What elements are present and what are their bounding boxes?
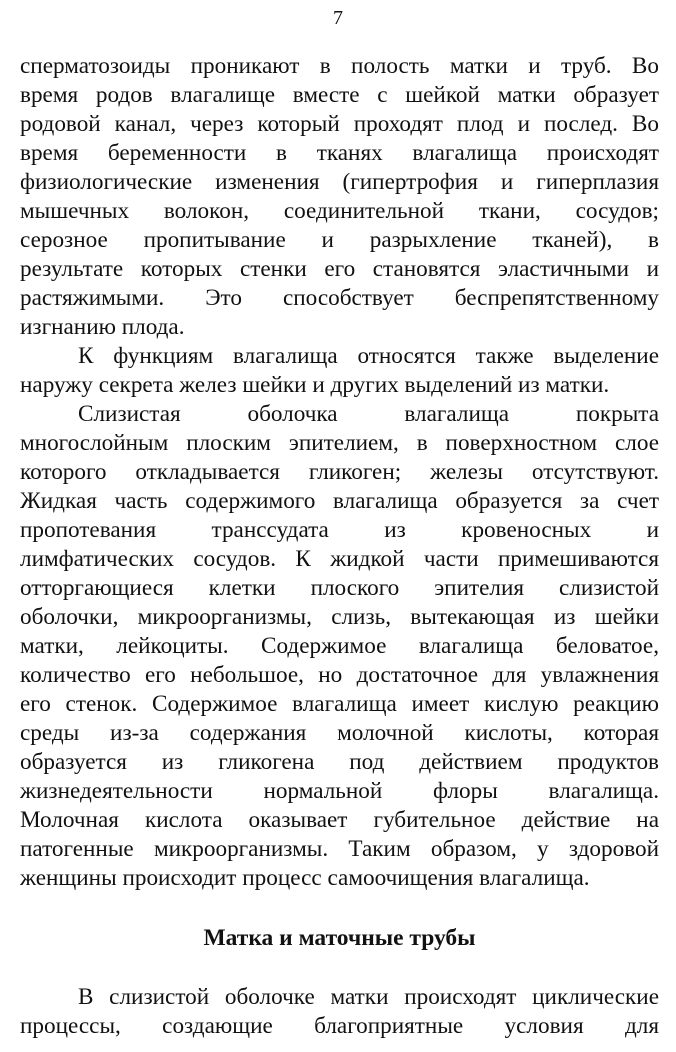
page-text — [20, 52, 659, 1041]
text-line: наружу секрета желез шейки и других выделений из матки. — [20, 372, 610, 398]
text-line: время родов влагалище вместе с шейкой матки образует — [20, 82, 659, 108]
paragraph-3 — [20, 400, 659, 893]
page-number: 7 — [333, 7, 343, 29]
paragraph-1 — [20, 52, 659, 342]
text-line: количество его небольшое, но достаточное для увлажнения — [20, 662, 659, 688]
text-line: серозное пропитывание и разрыхление тканей), в — [20, 227, 659, 253]
section-heading: Матка и маточные трубы — [203, 925, 476, 951]
text-line: процессы, создающие благоприятные условия для — [20, 1013, 659, 1039]
text-line: образуется из гликогена под действием продуктов — [20, 749, 659, 775]
text-line: мышечных волокон, соединительной ткани, сосудов; — [20, 198, 659, 224]
text-line: патогенные микроорганизмы. Таким образом, у здоровой — [20, 836, 659, 862]
text-line: отторгающиеся клетки плоского эпителия слизистой — [20, 575, 659, 601]
text-line: среды из-за содержания молочной кислоты, которая — [20, 720, 659, 746]
text-line: его стенок. Содержимое влагалища имеет кислую реакцию — [20, 691, 659, 717]
text-line: результате которых стенки его становятся эластичными и — [20, 256, 659, 282]
text-line: пропотевания транссудата из кровеносных и — [20, 517, 659, 543]
text-line: родовой канал, через который проходят плод и послед. Во — [20, 111, 659, 137]
text-line: матки, лейкоциты. Содержимое влагалища беловатое, — [20, 633, 659, 659]
text-line: Жидкая часть содержимого влагалища образуется за счет — [20, 488, 659, 514]
text-line: время беременности в тканях влагалища происходят — [20, 140, 659, 166]
spacer — [20, 893, 659, 924]
text-line: которого откладывается гликоген; железы отсутствуют. — [20, 459, 659, 485]
text-line: многослойным плоским эпителием, в поверхностном слое — [20, 430, 659, 456]
text-line: женщины происходит процесс самоочищения влагалища. — [20, 865, 590, 891]
text-line: физиологические изменения (гипертрофия и гиперплазия — [20, 169, 659, 195]
text-line: В слизистой оболочке матки происходят циклические — [78, 984, 659, 1010]
paragraph-2 — [20, 342, 659, 400]
text-line: Слизистая оболочка влагалища покрыта — [78, 401, 659, 427]
spacer — [20, 953, 659, 983]
text-line: растяжимыми. Это способствует беспрепятственному — [20, 285, 659, 311]
text-line: Молочная кислота оказывает губительное действие на — [20, 807, 659, 833]
text-line: сперматозоиды проникают в полость матки и труб. Во — [20, 53, 659, 79]
text-line: жизнедеятельности нормальной флоры влагалища. — [20, 778, 659, 804]
text-line: К функциям влагалища относятся также выделение — [78, 343, 659, 369]
text-line: оболочки, микроорганизмы, слизь, вытекающая из шейки — [20, 604, 659, 630]
text-line: лимфатических сосудов. К жидкой части примешиваются — [20, 546, 659, 572]
text-line: изгнанию плода. — [20, 314, 185, 340]
paragraph-4 — [20, 983, 659, 1041]
